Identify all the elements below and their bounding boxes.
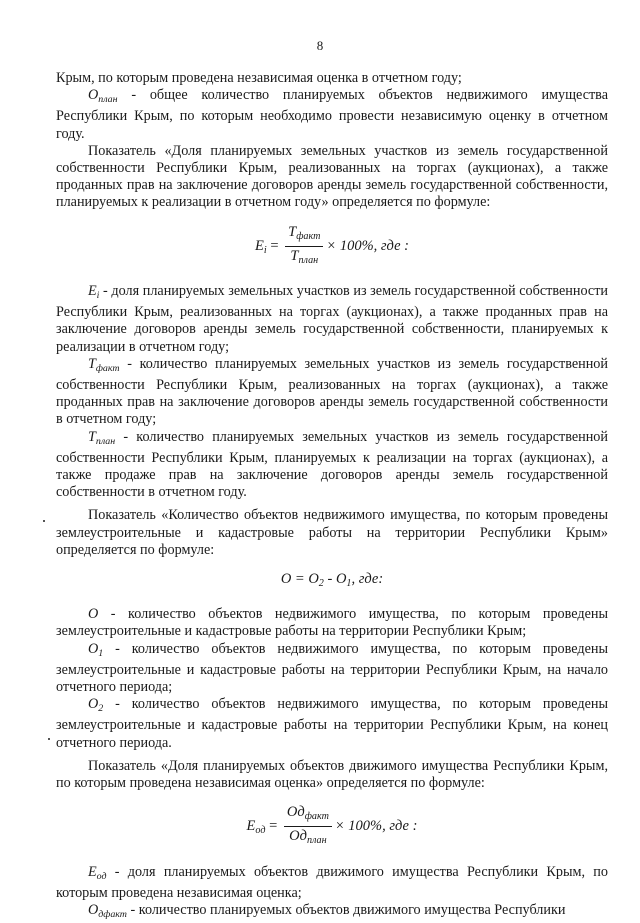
scan-speck	[48, 738, 50, 740]
paragraph-indicator-movable-share: Показатель «Доля планируемых объектов движимого имущества Республики Крым, по которым проведена независимая оценка» определяется по формуле:	[56, 757, 608, 792]
page-number: 8	[316, 38, 324, 53]
symbol-subscript: план	[98, 94, 118, 106]
formula-rhs: × 100%, где :	[334, 818, 418, 835]
formula-fraction	[284, 804, 332, 849]
paragraph-od-fact-definition	[56, 902, 608, 923]
definition-text: - количество планируемых земельных участков из земель государственной собственности Республики Крым, реализованных на торгах (аукционах), а также проданных прав на заключение договоров аренды земель государственной собственности в отчетном году;	[56, 355, 608, 428]
symbol: O	[88, 640, 99, 657]
symbol-subscript: факт	[95, 362, 120, 374]
formula-lhs-subscript: од	[255, 825, 266, 837]
formula-denominator: $T_{план}$	[290, 247, 319, 266]
definition-text: - количество объектов недвижимого имущества, по которым проведены землеустроительные и кадастровые работы на территории Республики Крым, на начало отчетного периода;	[56, 640, 608, 696]
symbol: O	[88, 696, 99, 713]
symbol: E	[88, 863, 97, 880]
paragraph-o1-definition	[56, 641, 608, 697]
formula-movable-share	[56, 804, 608, 849]
definition-text: - общее количество планируемых объектов недвижимого имущества Республики Крым, по которым необходимо провести независимую оценку в отчетном году.	[56, 87, 608, 142]
symbol: E	[88, 283, 97, 300]
formula-objects-count: $O = O_2 - O_1$, где:	[280, 571, 384, 590]
definition-text: - количество планируемых объектов движимого имущества Республики	[126, 902, 566, 919]
symbol: О	[88, 902, 99, 919]
formula-denominator: $Од_{план}$	[289, 828, 327, 847]
formula-numerator: $T_{факт}$	[285, 224, 323, 247]
paragraph-o-definition	[56, 606, 608, 640]
symbol-subscript: план	[95, 435, 116, 447]
document-body	[56, 70, 608, 923]
symbol: О	[88, 87, 99, 104]
formula-lhs-subscript: i	[263, 244, 267, 256]
symbol-subscript: i	[96, 290, 100, 302]
paragraph-ei-definition	[56, 283, 608, 356]
scan-speck	[43, 520, 45, 522]
formula-rhs: × 100%, где :	[326, 237, 409, 254]
definition-text: - количество объектов недвижимого имущества, по которым проведены землеустроительные и кадастровые работы на территории Республики Крым;	[56, 606, 608, 640]
symbol-subscript: 1	[98, 647, 104, 659]
paragraph-indicator-land-share: Показатель «Доля планируемых земельных участков из земель государственной собственности Республики Крым, реализованных на торгах (аукционах), а также проданных прав на заключение договоров аренды земель государственной собственности, планируемых к реализации в отчетном году» определяется по формуле:	[56, 142, 608, 211]
definition-text: - доля планируемых объектов движимого имущества Республики Крым, по которым проведена независимая оценка;	[56, 863, 608, 901]
formula-equals: =	[265, 818, 281, 835]
formula-land-share	[56, 224, 608, 269]
paragraph-eod-definition	[56, 864, 608, 902]
formula-fraction	[285, 224, 323, 269]
paragraph-indicator-objects-count: Показатель «Количество объектов недвижимого имущества, по которым проведены землеустроительные и кадастровые работы на территории Республики Крым» определяется по формуле:	[56, 507, 608, 558]
paragraph-o2-definition	[56, 696, 608, 752]
paragraph-t-plan-definition	[56, 429, 608, 502]
formula-equals: =	[266, 237, 283, 254]
symbol-subscript: дфакт	[98, 909, 127, 921]
definition-text: - количество планируемых земельных участков из земель государственной собственности Республики Крым, планируемых к реализации на торгах (аукционах), а также продаже прав на заключение договоров аренды земель государственной собственности в отчетном году.	[56, 428, 608, 501]
formula-numerator: $Од_{факт}$	[284, 804, 332, 827]
formula-lhs: E	[246, 818, 256, 835]
paragraph-o-plan-definition	[56, 87, 608, 143]
definition-text: - доля планируемых земельных участков из земель государственной собственности Республики Крым, реализованных на торгах (аукционах), а также проданных прав на заключение договоров аренды земель государственной собственности, планируемых к реализации в отчетном году;	[56, 283, 608, 355]
symbol-subscript: 2	[98, 703, 104, 715]
symbol: T	[88, 428, 96, 445]
formula-lhs: E	[255, 237, 264, 254]
symbol-subscript: од	[96, 870, 107, 882]
paragraph-continuation: Крым, по которым проведена независимая оценка в отчетном году;	[56, 70, 462, 86]
definition-text: - количество объектов недвижимого имущества, по которым проведены землеустроительные и кадастровые работы на территории Республики Крым, на конец отчетного периода.	[56, 696, 608, 751]
symbol: T	[88, 355, 96, 372]
symbol: O	[88, 606, 99, 623]
paragraph-t-fact-definition	[56, 356, 608, 429]
